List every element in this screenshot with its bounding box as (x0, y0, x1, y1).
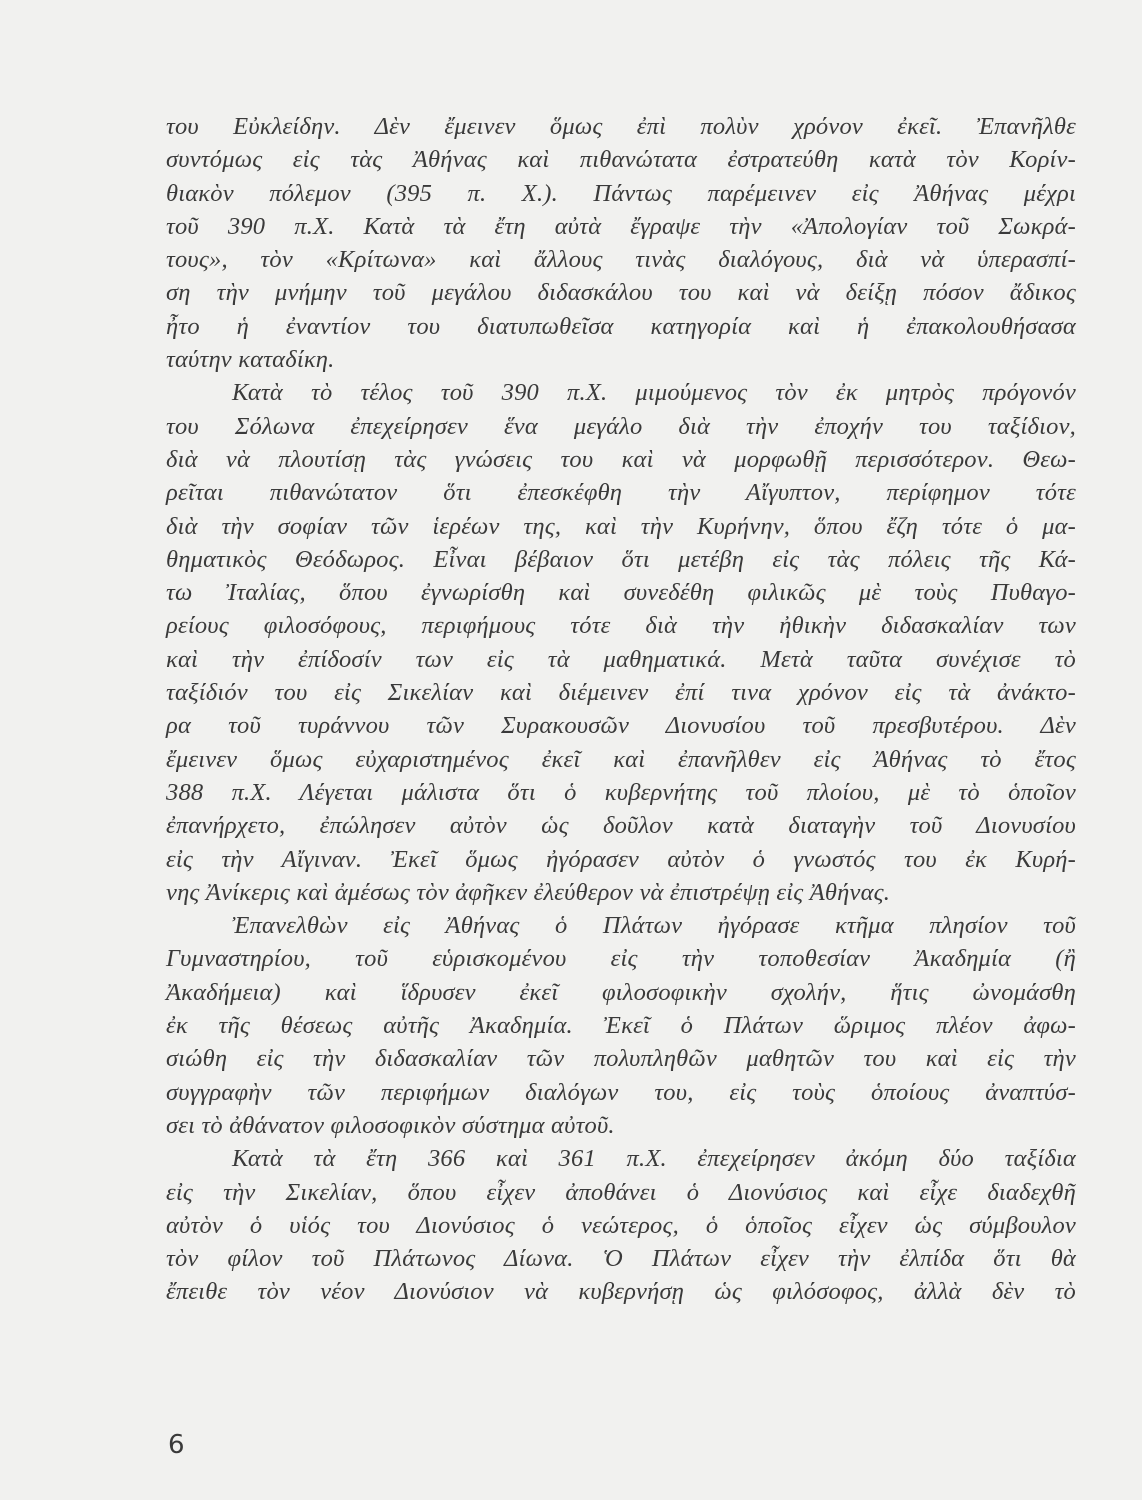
page-number: 6 (168, 1430, 185, 1460)
paragraph (166, 909, 1076, 1142)
text-line: του Εὐκλείδην. Δὲν ἔμεινεν ὅμως ἐπὶ πολὺν χρόνον ἐκεῖ. Ἐπανῆλθε (166, 113, 1076, 140)
text-line: ἐπανήρχετο, ἐπώλησεν αὐτὸν ὡς δοῦλον κατὰ διαταγὴν τοῦ Διονυσίου (166, 812, 1076, 840)
text-line: τους», τὸν «Κρίτωνα» καὶ ἄλλους τινὰς διαλόγους, διὰ νὰ ὑπερασπί- (166, 246, 1076, 274)
text-line: ρα τοῦ τυράννου τῶν Συρακουσῶν Διονυσίου τοῦ πρεσβυτέρου. Δὲν (166, 712, 1076, 740)
text-line: ἔμεινεν ὅμως εὐχαριστημένος ἐκεῖ καὶ ἐπανῆλθεν εἰς Ἀθήνας τὸ ἔτος (166, 745, 1076, 773)
text-line: Γυμναστηρίου, τοῦ εὑρισκομένου εἰς τὴν τοποθεσίαν Ἀκαδημία (ἢ (166, 945, 1076, 973)
text-line: 388 π.Χ. Λέγεται μάλιστα ὅτι ὁ κυβερνήτης τοῦ πλοίου, μὲ τὸ ὁποῖον (166, 778, 1076, 806)
paragraph (166, 1142, 1076, 1308)
text-line: του Σόλωνα ἐπεχείρησεν ἕνα μεγάλο διὰ τὴν ἐποχήν του ταξίδιον, (166, 412, 1076, 440)
text-line: ση τὴν μνήμην τοῦ μεγάλου διδασκάλου του καὶ νὰ δείξῃ πόσον ἄδικος (166, 279, 1076, 307)
text-line: θιακὸν πόλεμον (395 π. Χ.). Πάντως παρέμεινεν εἰς Ἀθήνας μέχρι (166, 179, 1076, 207)
text-line: Ἐπανελθὼν εἰς Ἀθήνας ὁ Πλάτων ἠγόρασε κτῆμα πλησίον τοῦ (232, 912, 1076, 940)
text-line: σιώθη εἰς τὴν διδασκαλίαν τῶν πολυπληθῶν μαθητῶν του καὶ εἰς τὴν (166, 1045, 1076, 1073)
text-line: διὰ τὴν σοφίαν τῶν ἱερέων της, καὶ τὴν Κυρήνην, ὅπου ἔζη τότε ὁ μα- (166, 512, 1076, 540)
paragraph (166, 376, 1076, 909)
text-line: καὶ τὴν ἐπίδοσίν των εἰς τὰ μαθηματικά. Μετὰ ταῦτα συνέχισε τὸ (166, 645, 1076, 673)
text-line: συγγραφὴν τῶν περιφήμων διαλόγων του, εἰς τοὺς ὁποίους ἀναπτύσ- (166, 1078, 1076, 1106)
page-body (166, 110, 1076, 1309)
text-line: ταύτην καταδίκη. (166, 346, 335, 374)
text-line: τὸν φίλον τοῦ Πλάτωνος Δίωνα. Ὁ Πλάτων εἶχεν τὴν ἐλπίδα ὅτι θὰ (166, 1245, 1076, 1273)
text-line: συντόμως εἰς τὰς Ἀθήνας καὶ πιθανώτατα ἐστρατεύθη κατὰ τὸν Κορίν- (166, 146, 1076, 174)
text-line: Κατὰ τὰ ἔτη 366 καὶ 361 π.Χ. ἐπεχείρησεν ἀκόμη δύο ταξίδια (232, 1145, 1076, 1173)
paragraph (166, 110, 1076, 376)
text-line: ἦτο ἡ ἐναντίον του διατυπωθεῖσα κατηγορία καὶ ἡ ἐπακολουθήσασα (166, 312, 1076, 340)
text-line: αὐτὸν ὁ υἱός του Διονύσιος ὁ νεώτερος, ὁ ὁποῖος εἶχεν ὡς σύμβουλον (166, 1211, 1076, 1239)
text-line: θηματικὸς Θεόδωρος. Εἶναι βέβαιον ὅτι μετέβη εἰς τὰς πόλεις τῆς Κά- (166, 545, 1076, 573)
text-line: διὰ νὰ πλουτίσῃ τὰς γνώσεις του καὶ νὰ μορφωθῇ περισσότερον. Θεω- (166, 445, 1076, 473)
text-line: τοῦ 390 π.Χ. Κατὰ τὰ ἔτη αὐτὰ ἔγραψε τὴν «Ἀπολογίαν τοῦ Σωκρά- (166, 212, 1076, 240)
text-line: ἔπειθε τὸν νέον Διονύσιον νὰ κυβερνήσῃ ὡς φιλόσοφος, ἀλλὰ δὲν τὸ (166, 1278, 1076, 1306)
text-line: ταξίδιόν του εἰς Σικελίαν καὶ διέμεινεν ἐπί τινα χρόνον εἰς τὰ ἀνάκτο- (166, 679, 1076, 707)
text-line: σει τὸ ἀθάνατον φιλοσοφικὸν σύστημα αὐτοῦ. (166, 1111, 615, 1139)
text-line: τω Ἰταλίας, ὅπου ἐγνωρίσθη καὶ συνεδέθη φιλικῶς μὲ τοὺς Πυθαγο- (166, 579, 1076, 607)
text-line: Κατὰ τὸ τέλος τοῦ 390 π.Χ. μιμούμενος τὸν ἐκ μητρὸς πρόγονόν (232, 379, 1076, 407)
text-line: εἰς τὴν Αἴγιναν. Ἐκεῖ ὅμως ἠγόρασεν αὐτὸν ὁ γνωστός του ἐκ Κυρή- (166, 845, 1076, 873)
text-line: ἐκ τῆς θέσεως αὐτῆς Ἀκαδημία. Ἐκεῖ ὁ Πλάτων ὥριμος πλέον ἀφω- (166, 1012, 1076, 1040)
text-line: νης Ἀνίκερις καὶ ἀμέσως τὸν ἀφῆκεν ἐλεύθερον νὰ ἐπιστρέψῃ εἰς Ἀθήνας. (166, 878, 891, 906)
text-line: Ἀκαδήμεια) καὶ ἵδρυσεν ἐκεῖ φιλοσοφικὴν σχολήν, ἥτις ὠνομάσθη (166, 978, 1076, 1006)
text-line: ρείους φιλοσόφους, περιφήμους τότε διὰ τὴν ἠθικὴν διδασκαλίαν των (166, 612, 1076, 640)
text-line: ρεῖται πιθανώτατον ὅτι ἐπεσκέφθη τὴν Αἴγυπτον, περίφημον τότε (166, 479, 1076, 507)
text-line: εἰς τὴν Σικελίαν, ὅπου εἶχεν ἀποθάνει ὁ Διονύσιος καὶ εἶχε διαδεχθῆ (166, 1178, 1076, 1206)
